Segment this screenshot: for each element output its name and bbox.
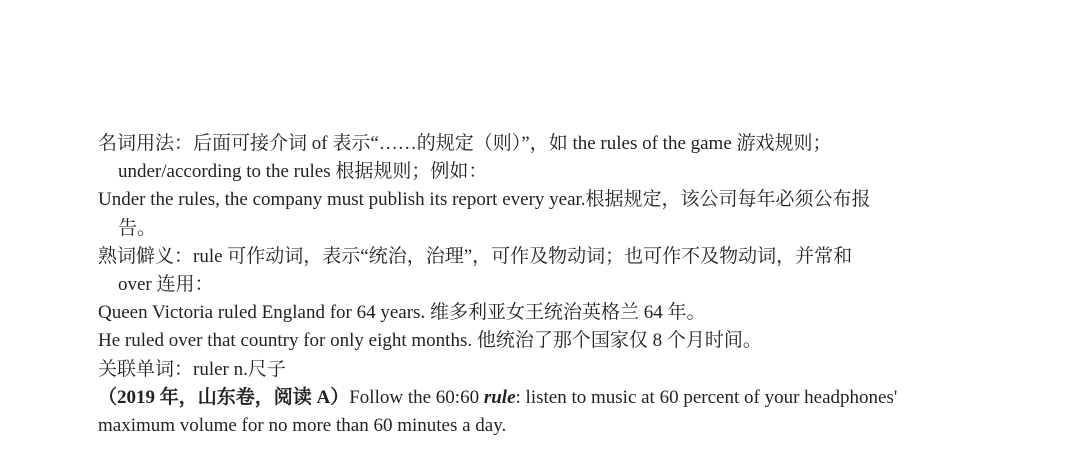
example-sentence-victoria: Queen Victoria ruled England for 64 years. 维多利亚女王统治英格兰 64 年。 xyxy=(98,302,706,324)
document-body xyxy=(98,130,998,440)
exam-text-before: Follow the 60:60 xyxy=(349,386,484,408)
related-word-line: 关联单词：ruler n.尺子 xyxy=(98,358,286,380)
example-sentence-rules: Under the rules, the company must publish its report every year.根据规定，该公司每年必须公布报 xyxy=(98,189,871,211)
example-sentence-continuation: 告。 xyxy=(118,217,157,239)
rare-meaning-line: 熟词僻义：rule 可作动词，表示“统治，治理”，可作及物动词；也可作不及物动词，并常和 xyxy=(98,245,853,267)
exam-text-after: : listen to music at 60 percent of your headphones' xyxy=(515,386,898,408)
noun-usage-continuation: under/according to the rules 根据规则；例如： xyxy=(118,161,488,183)
rare-meaning-continuation: over 连用： xyxy=(118,273,214,295)
exam-keyword: rule xyxy=(483,386,516,408)
exam-source-label: （2019 年，山东卷，阅读 A） xyxy=(98,386,350,408)
example-sentence-ruled-over: He ruled over that country for only eight months. 他统治了那个国家仅 8 个月时间。 xyxy=(98,330,762,352)
noun-usage-line: 名词用法：后面可接介词 of 表示“……的规定（则）”，如 the rules of the game 游戏规则； xyxy=(98,133,832,154)
exam-example-line xyxy=(98,384,998,412)
exam-example-continuation: maximum volume for no more than 60 minutes a day. xyxy=(98,414,507,436)
